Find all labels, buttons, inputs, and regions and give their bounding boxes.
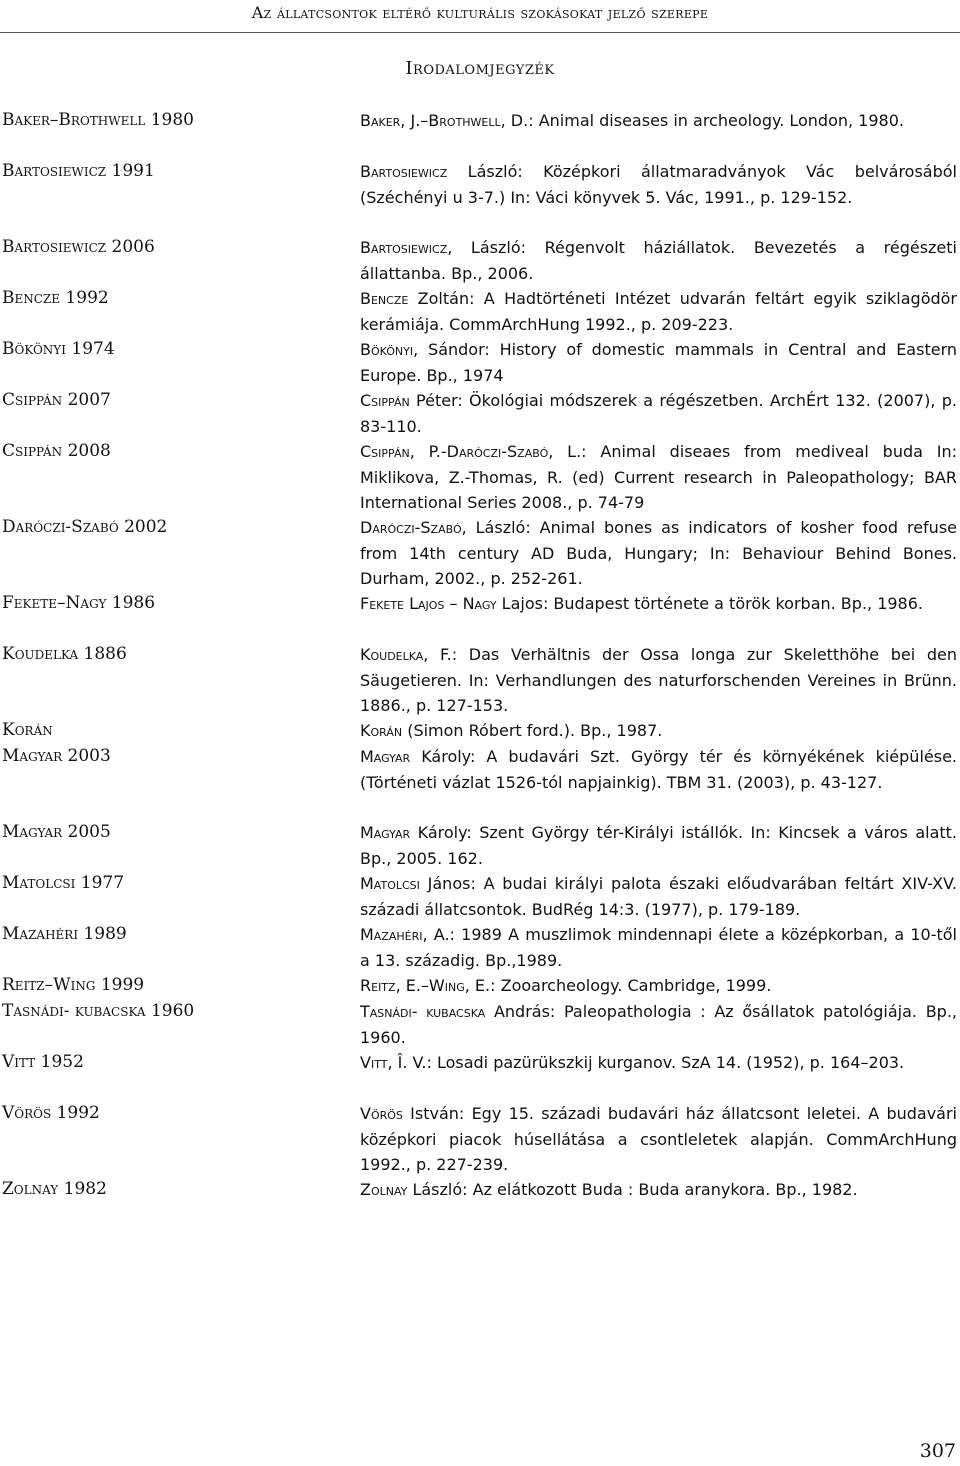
entry-reference: [360, 515, 957, 592]
bibliography-entry: [0, 439, 960, 515]
bibliography-entry: [0, 1050, 960, 1101]
entry-reference: [360, 718, 957, 744]
entry-reference: [360, 642, 957, 719]
bibliography-entry: [0, 235, 960, 286]
entry-text: , Sándor: History of domestic mammals in Central and Eastern Europe. Bp., 1974: [360, 340, 957, 385]
entry-key: Zolnay 1982: [2, 1179, 107, 1199]
entry-author: Bartosiewicz: [360, 238, 448, 257]
bibliography-entry: [0, 642, 960, 718]
entry-text: István: Egy 15. századi budavári ház állatcsont leletei. A budavári középkori piacok húsellátása a csontleletek alapján. CommArchHung 1992., p. 227-239.: [360, 1104, 957, 1174]
bibliography-entry: [0, 718, 960, 744]
entry-key: Daróczi-Szabó 2002: [2, 517, 168, 537]
bibliography-entry: [0, 337, 960, 388]
bibliography-entry: [0, 1101, 960, 1177]
entry-text: (Simon Róbert ford.). Bp., 1987.: [402, 721, 663, 740]
bibliography-entry: [0, 591, 960, 642]
bibliography-entry: [0, 973, 960, 999]
entry-text: Zoltán: A Hadtörténeti Intézet udvarán feltárt egyik sziklagödör kerámiája. CommArchHung 1992., p. 209-223.: [360, 289, 957, 334]
entry-key: Magyar 2003: [2, 746, 111, 766]
bibliography-list: [0, 108, 960, 1203]
section-title: Irodalomjegyzék: [405, 58, 555, 79]
entry-reference: [360, 871, 957, 922]
entry-text: : Zooarcheology. Cambridge, 1999.: [490, 976, 772, 995]
entry-key: Csippán 2007: [2, 390, 111, 410]
entry-text: Károly: A budavári Szt. György tér és környékének kiépülése. (Történeti vázlat 1526-tól napjainkig). TBM 31. (2003), p. 43-127.: [360, 747, 957, 792]
bibliography-entry: [0, 999, 960, 1050]
bibliography-entry: [0, 159, 960, 235]
entry-reference: [360, 235, 957, 286]
entry-text: , F.: Das Verhältnis der Ossa longa zur Skeletthöhe bei den Säugetieren. In: Verhandlungen des naturforschenden Vereines in Brünn. 1886., p. 127-153.: [360, 645, 957, 715]
entry-author: Tasnádi- kubacska: [360, 1002, 486, 1021]
entry-author: Csippán: [360, 391, 410, 410]
entry-key: Bartosiewicz 1991: [2, 161, 155, 181]
entry-text: László: Az elátkozott Buda : Buda aranykora. Bp., 1982.: [407, 1180, 858, 1199]
page-number: 307: [919, 1440, 956, 1462]
entry-key: Korán: [2, 720, 53, 740]
entry-reference: [360, 922, 957, 973]
entry-author: Matolcsi: [360, 874, 420, 893]
entry-key: Fekete–Nagy 1986: [2, 593, 156, 613]
bibliography-entry: [0, 871, 960, 922]
entry-key: Bencze 1992: [2, 288, 109, 308]
entry-key: Bartosiewicz 2006: [2, 237, 155, 257]
entry-text: Péter: Ökológiai módszerek a régészetben. ArchÉrt 132. (2007), p. 83-110.: [360, 391, 957, 436]
entry-author: Vitt: [360, 1053, 388, 1072]
bibliography-entry: [0, 820, 960, 871]
entry-reference: [360, 108, 957, 134]
entry-reference: [360, 820, 957, 871]
entry-reference: [360, 999, 957, 1050]
entry-text: András: Paleopathologia : Az ősállatok patológiája. Bp., 1960.: [360, 1002, 957, 1047]
entry-reference: [360, 388, 957, 439]
entry-reference: [360, 337, 957, 388]
entry-reference: [360, 159, 957, 210]
entry-author: Bökönyi: [360, 340, 414, 359]
bibliography-entry: [0, 286, 960, 337]
entry-key: Vörös 1992: [2, 1103, 100, 1123]
bibliography-entry: [0, 922, 960, 973]
entry-key: Baker–Brothwell 1980: [2, 110, 194, 130]
entry-key: Reitz–Wing 1999: [2, 975, 145, 995]
entry-author: Zolnay: [360, 1180, 408, 1199]
entry-reference: [360, 439, 957, 516]
entry-text: , László: Animal bones as indicators of kosher food refuse from 14th century AD Buda, Hungary; In: Behaviour Behind Bones. Durham, 2002., p. 252-261.: [360, 518, 957, 588]
entry-reference: [360, 744, 957, 795]
entry-reference: [360, 286, 957, 337]
bibliography-entry: [0, 388, 960, 439]
entry-author: Koudelka: [360, 645, 424, 664]
entry-key: Vitt 1952: [2, 1052, 84, 1072]
entry-reference: [360, 591, 957, 617]
entry-author: Csippán, P.-Daróczi-Szabó, L.: [360, 442, 582, 461]
entry-text: , A.: 1989 A muszlimok mindennapi élete a középkorban, a 10-től a 13. századig. Bp.,1989.: [360, 925, 957, 970]
entry-author: Reitz, E.–Wing, E.: [360, 976, 491, 995]
entry-text: , László: Régenvolt háziállatok. Bevezetés a régészeti állattanba. Bp., 2006.: [360, 238, 957, 283]
entry-author: Magyar: [360, 747, 411, 766]
entry-key: Koudelka 1886: [2, 644, 127, 664]
entry-key: Mazahéri 1989: [2, 924, 127, 944]
entry-author: Fekete Lajos – Nagy: [360, 594, 497, 613]
bibliography-entry: [0, 1177, 960, 1203]
entry-author: Bencze: [360, 289, 409, 308]
entry-text: : Animal diseaes from mediveal buda In: Miklikova, Z.-Thomas, R. (ed) Current research in Paleopathology; BAR International Series 2008., p. 74-79: [360, 442, 957, 512]
running-title: Az állatcsontok eltérő kulturális szokásokat jelző szerepe: [251, 3, 709, 22]
entry-author: Daróczi-Szabó: [360, 518, 462, 537]
entry-author: Bartosiewicz: [360, 162, 448, 181]
entry-key: Matolcsi 1977: [2, 873, 125, 893]
entry-reference: [360, 1050, 957, 1076]
entry-reference: [360, 1177, 957, 1203]
entry-text: László: Középkori állatmaradványok Vác belvárosából (Széchényi u 3-7.) In: Váci könyvek 5. Vác, 1991., p. 129-152.: [360, 162, 957, 207]
entry-reference: [360, 973, 957, 999]
entry-text: János: A budai királyi palota északi előudvarában feltárt XIV-XV. századi állatcsontok. BudRég 14:3. (1977), p. 179-189.: [360, 874, 957, 919]
entry-author: Mazahéri: [360, 925, 423, 944]
entry-author: Vörös: [360, 1104, 403, 1123]
entry-key: Bökönyi 1974: [2, 339, 115, 359]
bibliography-entry: [0, 744, 960, 820]
bibliography-entry: [0, 108, 960, 159]
entry-reference: [360, 1101, 957, 1178]
entry-key: Csippán 2008: [2, 441, 111, 461]
entry-text: Lajos: Budapest története a török korban. Bp., 1986.: [496, 594, 923, 613]
entry-text: , Î. V.: Losadi pazürükszkij kurganov. SzA 14. (1952), p. 164–203.: [387, 1053, 905, 1072]
entry-author: Magyar: [360, 823, 411, 842]
bibliography-entry: [0, 515, 960, 591]
entry-key: Magyar 2005: [2, 822, 111, 842]
entry-text: : Animal diseases in archeology. London, 1980.: [528, 111, 904, 130]
entry-text: Károly: Szent György tér-Királyi istállók. In: Kincsek a város alatt. Bp., 2005. 162.: [360, 823, 957, 868]
running-header: [0, 0, 960, 33]
entry-key: Tasnádi- kubacska 1960: [2, 1001, 195, 1021]
entry-author: Baker, J.–Brothwell, D.: [360, 111, 529, 130]
entry-author: Korán: [360, 721, 403, 740]
